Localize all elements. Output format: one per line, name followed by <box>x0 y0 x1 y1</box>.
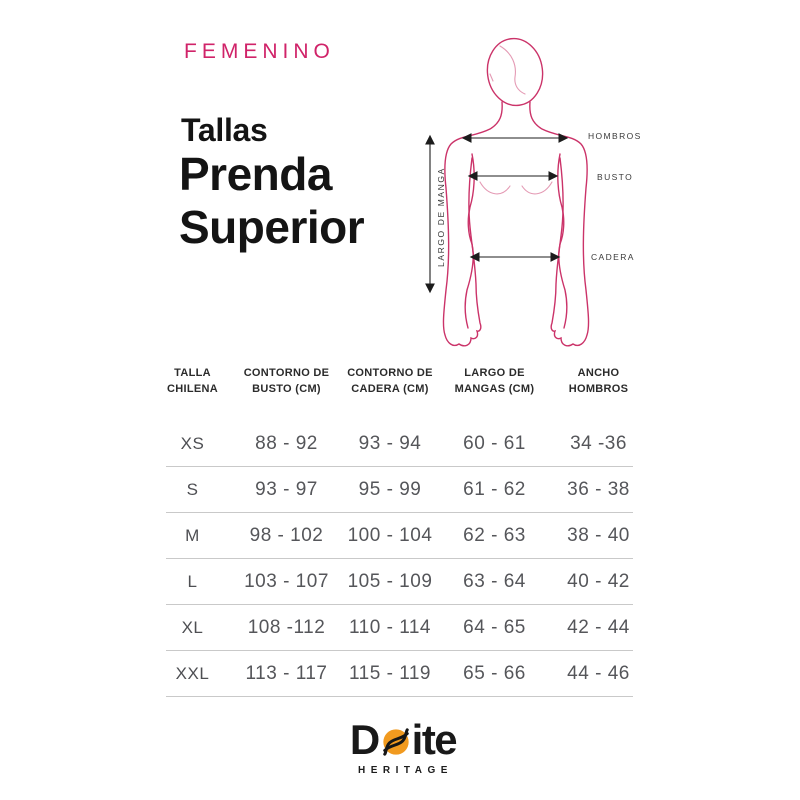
brand-logo <box>337 716 469 776</box>
brand-letter-d: D <box>349 716 379 763</box>
header-largo-mangas <box>442 366 547 398</box>
cadera-cell: 105 - 109 <box>347 570 433 592</box>
mangas-cell: 61 - 62 <box>463 478 526 500</box>
female-body-diagram <box>420 22 670 357</box>
label-hombros: HOMBROS <box>588 131 642 141</box>
hombros-cell: 40 - 42 <box>567 570 630 592</box>
page-title-tallas: Tallas <box>181 112 268 148</box>
header-line: TALLA <box>174 367 211 379</box>
size-cell: XL <box>181 617 204 637</box>
hombros-cell: 34 -36 <box>570 432 627 454</box>
header-line: ANCHO <box>577 367 620 379</box>
cadera-cell: 93 - 94 <box>358 432 422 454</box>
size-chart-table <box>150 366 650 697</box>
hombros-cell: 44 - 46 <box>567 662 630 684</box>
table-header-row <box>150 366 650 398</box>
cadera-cell: 100 - 104 <box>347 524 433 546</box>
label-busto: BUSTO <box>597 172 634 182</box>
size-cell: XXL <box>175 663 210 683</box>
page-title-prenda: Prenda <box>179 148 332 200</box>
header-line: CHILENA <box>167 382 218 395</box>
table-row-l <box>150 559 650 605</box>
mangas-cell: 65 - 66 <box>463 662 526 684</box>
busto-cell: 113 - 117 <box>245 662 328 684</box>
size-cell: XS <box>180 433 205 453</box>
table-row-xl <box>150 605 650 651</box>
category-title: FEMENINO <box>184 40 335 63</box>
hombros-cell: 38 - 40 <box>567 524 630 546</box>
cadera-cell: 115 - 119 <box>349 662 431 684</box>
table-row-s <box>150 467 650 513</box>
brand-wordmark <box>337 716 469 765</box>
header-line: CONTORNO DE <box>347 367 433 379</box>
header-line: HOMBROS <box>568 382 629 395</box>
header-line: BUSTO (CM) <box>252 382 321 395</box>
busto-cell: 98 - 102 <box>249 524 324 546</box>
swirl-o-icon <box>381 727 411 757</box>
header-ancho-hombros <box>547 366 650 398</box>
header-contorno-cadera <box>338 366 442 398</box>
mangas-cell: 63 - 64 <box>463 570 526 592</box>
measurement-arrows <box>430 138 565 290</box>
busto-cell: 88 - 92 <box>255 432 318 454</box>
page-title-superior: Superior <box>179 201 365 253</box>
header-line: MANGAS (CM) <box>454 382 535 395</box>
header-line: LARGO DE <box>464 367 525 379</box>
body-detail-lines-icon <box>480 46 552 194</box>
busto-cell: 103 - 107 <box>244 570 329 592</box>
size-cell: M <box>185 525 200 545</box>
brand-letters-ite: ite <box>411 716 457 763</box>
table-row-m <box>150 513 650 559</box>
mangas-cell: 60 - 61 <box>463 432 526 454</box>
cadera-cell: 95 - 99 <box>358 478 422 500</box>
table-row-xxl <box>150 651 650 697</box>
hombros-cell: 36 - 38 <box>567 478 630 500</box>
header-talla-chilena <box>150 366 235 398</box>
body-outline-icon <box>443 35 588 345</box>
size-cell: S <box>186 479 199 499</box>
header-line: CONTORNO DE <box>243 367 330 379</box>
brand-subtitle: HERITAGE <box>358 765 453 776</box>
cadera-cell: 110 - 114 <box>349 616 431 638</box>
table-row-xs <box>150 421 650 467</box>
busto-cell: 93 - 97 <box>255 478 318 500</box>
header-contorno-busto <box>235 366 338 398</box>
label-largo-de-manga: LARGO DE MANGA <box>436 167 446 267</box>
busto-cell: 108 -112 <box>247 616 326 638</box>
label-cadera: CADERA <box>591 252 635 262</box>
size-cell: L <box>187 571 198 591</box>
hombros-cell: 42 - 44 <box>567 616 630 638</box>
mangas-cell: 62 - 63 <box>463 524 526 546</box>
mangas-cell: 64 - 65 <box>463 616 526 638</box>
header-line: CADERA (CM) <box>351 382 429 395</box>
